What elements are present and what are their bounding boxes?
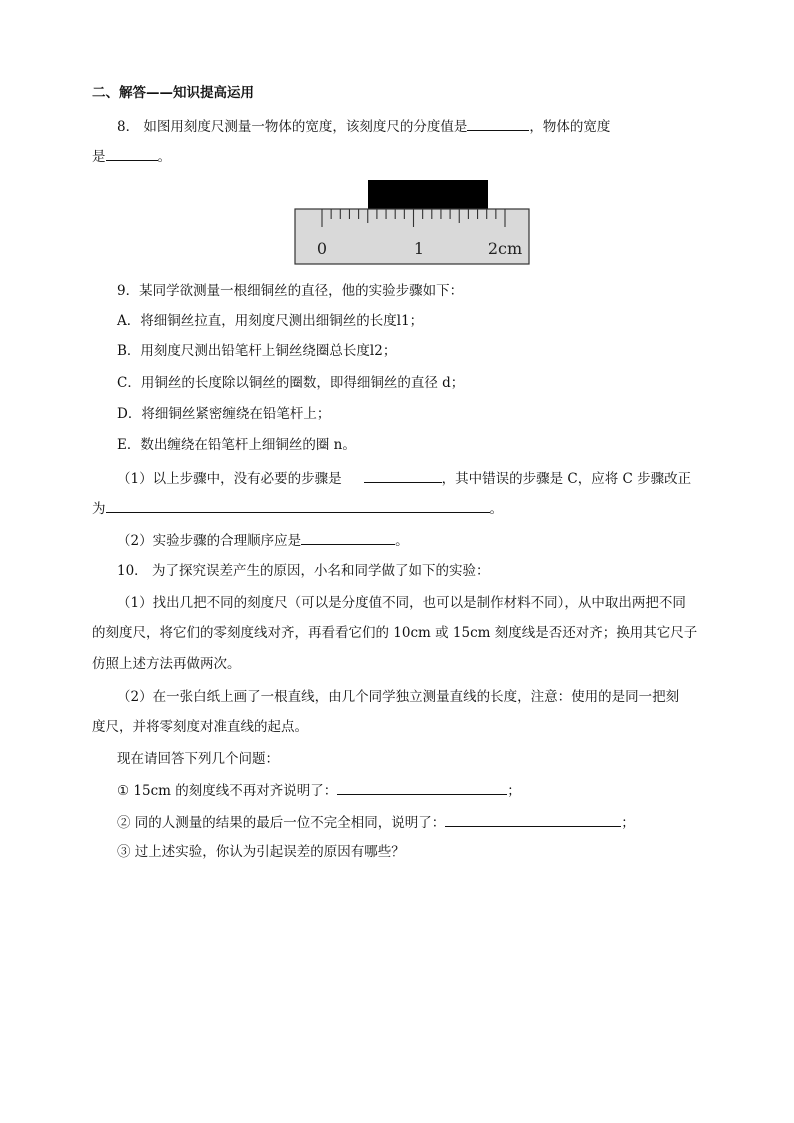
q8-text: 8． 如图用刻度尺测量一物体的宽度，该刻度尺的分度值是 <box>117 119 468 135</box>
q10-p1-line2: 的刻度尺，将它们的零刻度线对齐，再看看它们的 10cm 或 15cm 刻度线是否还对齐；换用其它尺子 <box>92 625 698 641</box>
q9-sub1-line1 <box>117 468 691 488</box>
q9-sub1-correction-blank[interactable] <box>106 498 490 513</box>
q10-ans2 <box>117 812 635 832</box>
q9-intro: 9．某同学欲测量一根细铜丝的直径，他的实验步骤如下： <box>117 283 464 299</box>
q8-line2-suffix: 。 <box>157 149 171 165</box>
q9-sub1-suffix: ，其中错误的步骤是 C，应将 C 步骤改正 <box>441 471 692 487</box>
q9-step-b: B．用刻度尺测出铅笔杆上铜丝绕圈总长度l2； <box>117 343 397 359</box>
q10-intro: 10． 为了探究误差产生的原因，小名和同学做了如下的实验： <box>117 563 490 579</box>
q8-line2 <box>92 146 171 166</box>
q9-sub1-line2-prefix: 为 <box>92 501 106 517</box>
q9-sub2-prefix: （2）实验步骤的合理顺序应是 <box>117 533 302 549</box>
q9-step-c: C．用铜丝的长度除以铜丝的圈数，即得细铜丝的直径 d； <box>117 375 465 391</box>
ruler-label-1: 1 <box>413 239 425 258</box>
q9-sub1-line2 <box>92 498 503 518</box>
q10-p1-line1: （1）找出几把不同的刻度尺（可以是分度值不同，也可以是制作材料不同），从中取出两把不同 <box>117 595 686 611</box>
q9-sub1-blank[interactable] <box>364 468 442 483</box>
q10-p2-line2: 度尺，并将零刻度对准直线的起点。 <box>92 719 308 735</box>
q9-sub1-line2-suffix: 。 <box>489 501 503 517</box>
ruler-figure <box>294 178 532 268</box>
q10-ans2-suffix: ； <box>621 815 635 831</box>
q8-line1 <box>117 116 610 136</box>
q10-ans1-suffix: ； <box>507 783 521 799</box>
q10-ans2-prefix: ② 同的人测量的结果的最后一位不完全相同，说明了： <box>117 815 446 831</box>
ruler-label-0: 0 <box>316 239 328 258</box>
q8-line2-prefix: 是 <box>92 149 106 165</box>
q9-step-a: A．将细铜丝拉直，用刻度尺测出细铜丝的长度l1； <box>117 313 424 329</box>
q10-ans3: ③ 过上述实验，你认为引起误差的原因有哪些？ <box>117 844 405 860</box>
measured-object <box>368 180 488 210</box>
q8-blank-width[interactable] <box>106 146 158 161</box>
q8-blank-division[interactable] <box>467 116 529 131</box>
q10-ans1 <box>117 780 521 800</box>
q9-sub2-blank[interactable] <box>301 530 395 545</box>
q10-p1-line3: 仿照上述方法再做两次。 <box>92 656 241 672</box>
section-title: 二、解答——知识提高运用 <box>92 85 254 101</box>
q9-sub2 <box>117 530 409 550</box>
q10-ans1-prefix: ① 15cm 的刻度线不再对齐说明了： <box>117 783 338 799</box>
q10-answer-intro: 现在请回答下列几个问题： <box>117 751 279 767</box>
q10-p2-line1: （2）在一张白纸上画了一根直线，由几个同学独立测量直线的长度，注意：使用的是同一把刻 <box>117 689 680 705</box>
q9-step-d: D．将细铜丝紧密缠绕在铅笔杆上； <box>117 406 331 422</box>
q9-sub1-prefix: （1）以上步骤中，没有必要的步骤是 <box>117 471 342 487</box>
q9-sub2-suffix: 。 <box>395 533 409 549</box>
q10-ans1-blank[interactable] <box>337 780 507 795</box>
ruler-label-2cm: 2cm <box>487 239 523 258</box>
q10-ans2-blank[interactable] <box>445 812 621 827</box>
q8-text-suffix: ，物体的宽度 <box>529 119 611 135</box>
q9-step-e: E．数出缠绕在铅笔杆上细铜丝的圈 n。 <box>117 437 356 453</box>
